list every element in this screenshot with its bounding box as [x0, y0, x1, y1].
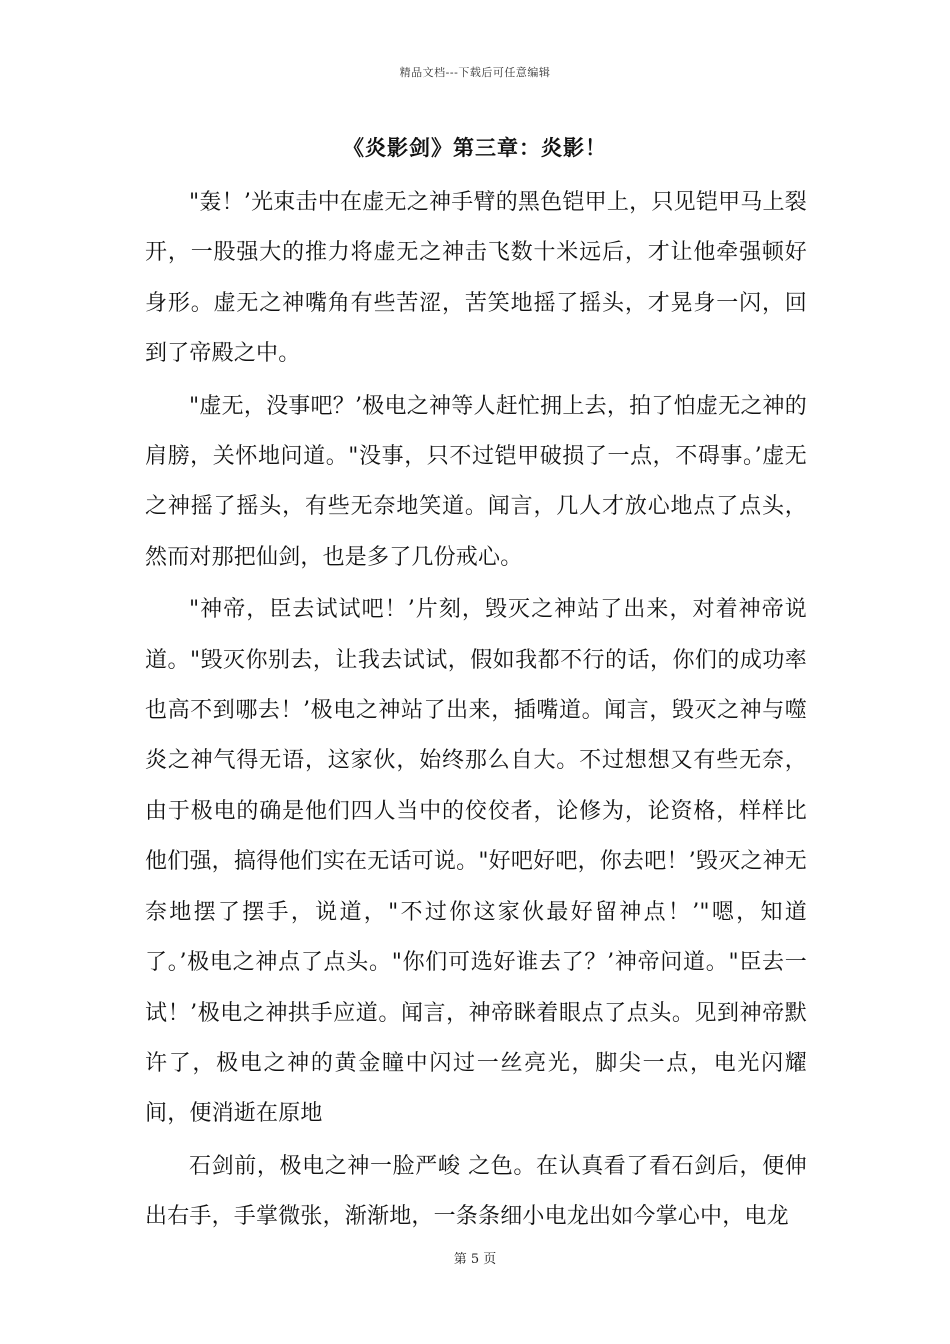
paragraph-4: 石剑前，极电之神一脸严峻 之色。在认真看了看石剑后，便伸出右手，手掌微张，渐渐地，一条条细小电龙出如今掌心中，电龙 [145, 1153, 807, 1230]
footer-suffix: 页 [483, 1252, 497, 1267]
header-note: 精品文档---下载后可任意编辑 [399, 66, 551, 79]
body-text [145, 178, 807, 1245]
footer-prefix: 第 [453, 1252, 467, 1267]
paragraph-3: "神帝，臣去试试吧！’片刻，毁灭之神站了出来，对着神帝说道。"毁灭你别去，让我去试试，假如我都不行的话，你们的成功率也高不到哪去！’极电之神站了出来，插嘴道。闻言，毁灭之神与噬炎之神气得无语，这家伙，始终那么自大。不过想想又有些无奈，由于极电的确是他们四人当中的佼佼者，论修为，论资格，样样比他们强，搞得他们实在无话可说。"好吧好吧，你去吧！’毁灭之神无奈地摆了摆手，说道，"不过你这家伙最好留神点！’"嗯，知道了。’极电之神点了点头。"你们可选好谁去了？’神帝问道。"臣去一试！’极电之神拱手应道。闻言，神帝眯着眼点了点头。见到神帝默许了，极电之神的黄金瞳中闪过一丝亮光，脚尖一点，电光闪耀间，便消逝在原地 [145, 597, 807, 1127]
chapter-title: 《炎影剑》第三章：炎影！ [343, 135, 607, 160]
page-number: 5 [470, 1252, 480, 1267]
paragraph-2: "虚无，没事吧？’极电之神等人赶忙拥上去，拍了怕虚无之神的肩膀，关怀地问道。"没事，只不过铠甲破损了一点，不碍事。’虚无之神摇了摇头，有些无奈地笑道。闻言，几人才放心地点了点头，然而对那把仙剑，也是多了几份戒心。 [145, 393, 807, 570]
page-footer [0, 1248, 950, 1267]
paragraph-1: "轰！’光束击中在虚无之神手臂的黑色铠甲上，只见铠甲马上裂开，一股强大的推力将虚无之神击飞数十米远后，才让他牵强顿好身形。虚无之神嘴角有些苦涩，苦笑地摇了摇头，才晃身一闪，回到了帝殿之中。 [145, 190, 807, 367]
